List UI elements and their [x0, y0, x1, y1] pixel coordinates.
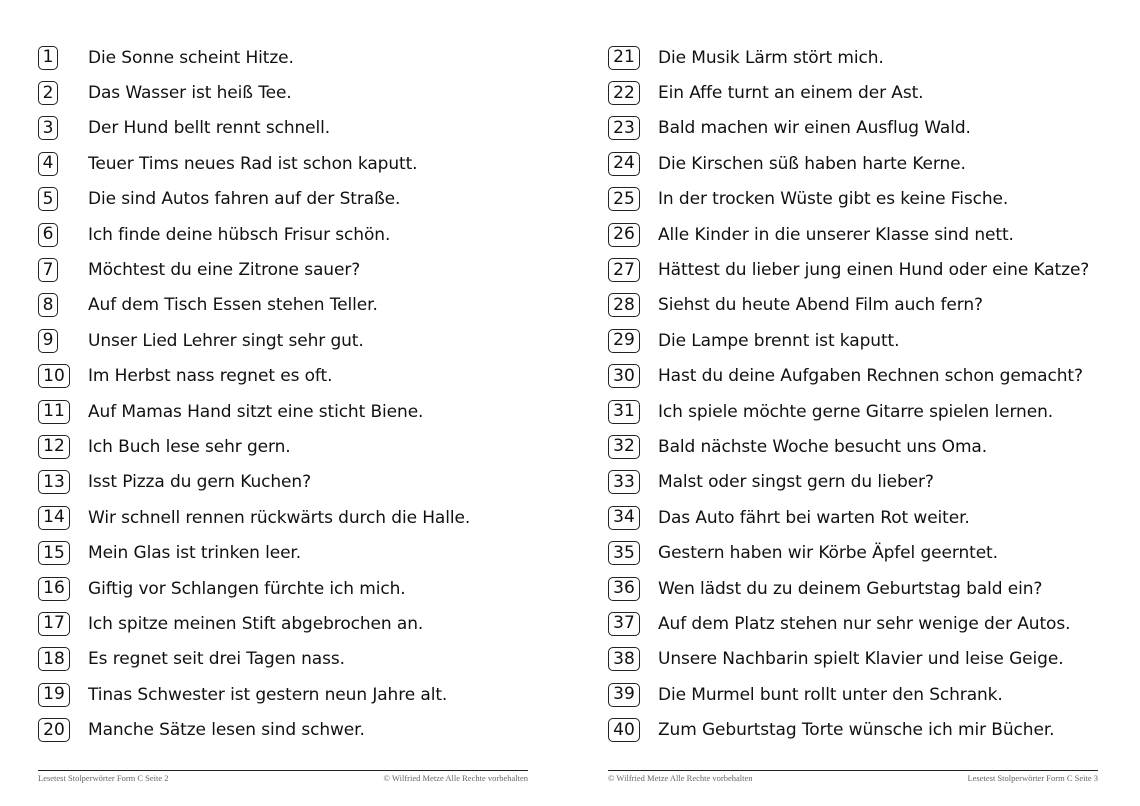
item-number-badge: 19 [38, 683, 70, 707]
item-number-badge: 22 [608, 81, 640, 105]
item-number-badge: 29 [608, 329, 640, 353]
item-number-badge: 40 [608, 718, 640, 742]
sentence-item [38, 429, 291, 464]
sentence-text: Die Lampe brennt ist kaputt. [658, 330, 900, 351]
sentence-text: Tinas Schwester ist gestern neun Jahre alt. [88, 684, 448, 705]
item-number-badge: 38 [608, 647, 640, 671]
sentence-item [608, 712, 1055, 747]
sentence-item [608, 252, 1090, 287]
item-number-badge: 7 [38, 258, 58, 282]
footer-copyright: © Wilfried Metze Alle Rechte vorbehalten [383, 773, 528, 783]
sentence-text: Manche Sätze lesen sind schwer. [88, 720, 365, 741]
sentence-text: Gestern haben wir Körbe Äpfel geerntet. [658, 543, 998, 564]
sentence-text: Mein Glas ist trinken leer. [88, 543, 302, 564]
sentence-item [608, 394, 1054, 429]
sentence-item [38, 712, 365, 747]
sentence-text: Isst Pizza du gern Kuchen? [88, 472, 312, 493]
item-number-badge: 12 [38, 435, 70, 459]
sentence-item [38, 40, 294, 75]
footer-left [38, 770, 528, 783]
sentence-text: Ich spitze meinen Stift abgebrochen an. [88, 613, 424, 634]
sentence-text: Bald nächste Woche besucht uns Oma. [658, 436, 988, 457]
item-number-badge: 24 [608, 152, 640, 176]
item-number-badge: 27 [608, 258, 640, 282]
sentence-item [608, 535, 998, 570]
sentence-text: Malst oder singst gern du lieber? [658, 472, 934, 493]
sentence-item [608, 182, 1009, 217]
sentence-item [608, 111, 971, 146]
item-number-badge: 36 [608, 577, 640, 601]
sentence-text: Der Hund bellt rennt schnell. [88, 118, 331, 139]
sentence-list-left [38, 40, 471, 748]
sentence-text: Auf Mamas Hand sitzt eine sticht Biene. [88, 401, 424, 422]
page-right [570, 0, 1140, 806]
sentence-text: Giftig vor Schlangen fürchte ich mich. [88, 578, 406, 599]
sentence-item [38, 359, 333, 394]
item-number-badge: 15 [38, 541, 70, 565]
sentence-text: Auf dem Platz stehen nur sehr wenige der Autos. [658, 613, 1071, 634]
sentence-text: Zum Geburtstag Torte wünsche ich mir Bücher. [658, 720, 1055, 741]
sentence-item [38, 465, 312, 500]
sentence-item [38, 111, 331, 146]
sentence-item [38, 394, 424, 429]
sentence-item [608, 606, 1071, 641]
item-number-badge: 11 [38, 400, 70, 424]
sentence-text: Bald machen wir einen Ausflug Wald. [658, 118, 971, 139]
item-number-badge: 32 [608, 435, 640, 459]
sentence-text: Hättest du lieber jung einen Hund oder eine Katze? [658, 260, 1090, 281]
item-number-badge: 23 [608, 116, 640, 140]
item-number-badge: 1 [38, 46, 58, 70]
sentence-text: Siehst du heute Abend Film auch fern? [658, 295, 983, 316]
sentence-text: Unser Lied Lehrer singt sehr gut. [88, 330, 364, 351]
footer-copyright: © Wilfried Metze Alle Rechte vorbehalten [608, 773, 753, 783]
sentence-text: Die Sonne scheint Hitze. [88, 47, 294, 68]
sentence-item [608, 359, 1083, 394]
sentence-text: Die Musik Lärm stört mich. [658, 47, 884, 68]
sentence-text: Ich Buch lese sehr gern. [88, 436, 291, 457]
sentence-item [608, 677, 1003, 712]
sentence-text: Ein Affe turnt an einem der Ast. [658, 83, 924, 104]
sentence-item [38, 642, 345, 677]
item-number-badge: 2 [38, 81, 58, 105]
sentence-text: Alle Kinder in die unserer Klasse sind nett. [658, 224, 1014, 245]
sentence-item [608, 75, 924, 110]
sentence-item [608, 429, 988, 464]
item-number-badge: 8 [38, 293, 58, 317]
item-number-badge: 30 [608, 364, 640, 388]
footer-title: Lesetest Stolperwörter Form C Seite 2 [38, 773, 169, 783]
sentence-item [608, 146, 966, 181]
sentence-text: Die Murmel bunt rollt unter den Schrank. [658, 684, 1003, 705]
item-number-badge: 5 [38, 187, 58, 211]
item-number-badge: 26 [608, 223, 640, 247]
sentence-item [608, 323, 900, 358]
sentence-item [608, 217, 1014, 252]
item-number-badge: 3 [38, 116, 58, 140]
item-number-badge: 16 [38, 577, 70, 601]
sentence-text: Teuer Tims neues Rad ist schon kaputt. [88, 153, 418, 174]
sentence-text: Die Kirschen süß haben harte Kerne. [658, 153, 966, 174]
sentence-text: Ich spiele möchte gerne Gitarre spielen lernen. [658, 401, 1054, 422]
sentence-text: Hast du deine Aufgaben Rechnen schon gemacht? [658, 366, 1083, 387]
sentence-list-right [608, 40, 1090, 748]
sentence-item [608, 288, 983, 323]
item-number-badge: 17 [38, 612, 70, 636]
sentence-item [38, 75, 292, 110]
sentence-text: Ich finde deine hübsch Frisur schön. [88, 224, 391, 245]
sentence-text: Wen lädst du zu deinem Geburtstag bald ein? [658, 578, 1043, 599]
footer-title: Lesetest Stolperwörter Form C Seite 3 [967, 773, 1098, 783]
sentence-item [38, 571, 406, 606]
item-number-badge: 20 [38, 718, 70, 742]
item-number-badge: 9 [38, 329, 58, 353]
item-number-badge: 28 [608, 293, 640, 317]
sentence-item [38, 217, 391, 252]
sentence-item [38, 535, 302, 570]
sentence-text: Im Herbst nass regnet es oft. [88, 366, 333, 387]
sentence-item [608, 642, 1064, 677]
item-number-badge: 4 [38, 152, 58, 176]
sentence-text: Unsere Nachbarin spielt Klavier und leise Geige. [658, 649, 1064, 670]
sentence-item [38, 252, 361, 287]
item-number-badge: 14 [38, 506, 70, 530]
item-number-badge: 13 [38, 470, 70, 494]
sentence-item [608, 40, 884, 75]
item-number-badge: 21 [608, 46, 640, 70]
footer-right [608, 770, 1098, 783]
sentence-item [38, 606, 424, 641]
sentence-item [608, 571, 1043, 606]
sentence-item [38, 288, 378, 323]
item-number-badge: 6 [38, 223, 58, 247]
item-number-badge: 37 [608, 612, 640, 636]
sentence-item [38, 146, 418, 181]
sentence-item [38, 500, 471, 535]
sentence-item [608, 500, 970, 535]
sentence-item [38, 677, 448, 712]
item-number-badge: 35 [608, 541, 640, 565]
sentence-item [608, 465, 934, 500]
sentence-item [38, 323, 364, 358]
item-number-badge: 39 [608, 683, 640, 707]
sentence-text: Die sind Autos fahren auf der Straße. [88, 189, 401, 210]
sentence-text: Das Wasser ist heiß Tee. [88, 83, 292, 104]
sentence-text: Wir schnell rennen rückwärts durch die Halle. [88, 507, 471, 528]
sentence-text: Es regnet seit drei Tagen nass. [88, 649, 345, 670]
sentence-text: In der trocken Wüste gibt es keine Fische. [658, 189, 1009, 210]
item-number-badge: 34 [608, 506, 640, 530]
item-number-badge: 31 [608, 400, 640, 424]
sentence-text: Das Auto fährt bei warten Rot weiter. [658, 507, 970, 528]
item-number-badge: 25 [608, 187, 640, 211]
sentence-text: Möchtest du eine Zitrone sauer? [88, 260, 361, 281]
item-number-badge: 18 [38, 647, 70, 671]
sentence-item [38, 182, 401, 217]
item-number-badge: 33 [608, 470, 640, 494]
item-number-badge: 10 [38, 364, 70, 388]
sentence-text: Auf dem Tisch Essen stehen Teller. [88, 295, 378, 316]
